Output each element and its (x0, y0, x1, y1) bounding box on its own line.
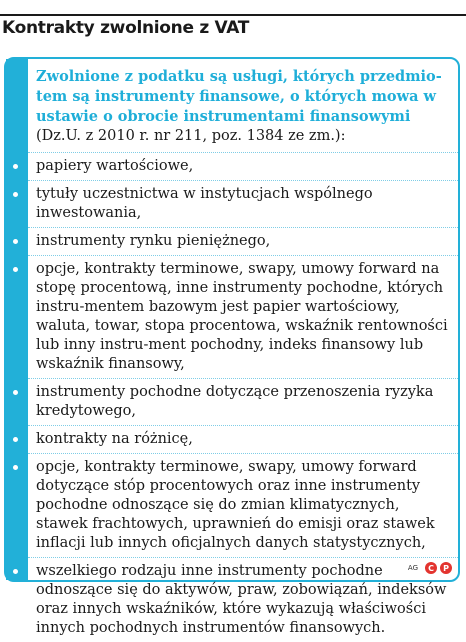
credit (408, 562, 452, 574)
list-item (28, 378, 458, 425)
list-item-text: papiery wartościowe, (36, 158, 194, 174)
bullet-icon (13, 569, 18, 574)
box-content (28, 59, 458, 636)
list-item-text: instrumenty rynku pieniężnego, (36, 233, 271, 249)
intro-highlight: Zwolnione z podatku są usługi, których przedmio-tem są instrumenty finansowe, o których mowa w ustawie o obrocie instrumentami finansowymi (36, 68, 442, 125)
list-item (28, 152, 458, 180)
list-item (28, 557, 458, 642)
list-item (28, 227, 458, 255)
accent-stripe (6, 59, 28, 580)
items-list (28, 152, 458, 642)
list-item (28, 255, 458, 378)
bullet-icon (13, 192, 18, 197)
list-item-text: tytuły uczestnictwa w instytucjach wspólnego inwestowania, (36, 186, 373, 221)
list-item (28, 425, 458, 453)
page-title: Kontrakty zwolnione z VAT (2, 18, 250, 38)
list-item-text: instrumenty pochodne dotyczące przenoszenia ryzyka kredytowego, (36, 384, 434, 419)
intro-reference: (Dz.U. z 2010 r. nr 211, poz. 1384 ze zm.): (36, 128, 346, 144)
bullet-icon (13, 390, 18, 395)
top-rule (0, 14, 466, 16)
list-item (28, 453, 458, 557)
bullet-icon (13, 164, 18, 169)
list-item (28, 180, 458, 227)
intro-paragraph (28, 59, 458, 152)
list-item-text: opcje, kontrakty terminowe, swapy, umowy forward dotyczące stóp procentowych oraz inne instrumenty pochodne odnoszące się do zmian klimatycznych, stawek frachtowych, uprawnień do emisji oraz stawek inflacji lub innych oficjalnych danych statystycznych, (36, 459, 435, 551)
copyright-icon: C (425, 562, 437, 574)
info-box (4, 57, 460, 636)
list-item-text: wszelkiego rodzaju inne instrumenty pochodne odnoszące się do aktywów, praw, zobowiązań, indeksów oraz innych wskaźników, które wykazują właściwości innych pochodnych instrumentów finansowych. (36, 563, 447, 636)
list-item-text: opcje, kontrakty terminowe, swapy, umowy forward na stopę procentową, inne instrumenty pochodne, których instru-mentem bazowym jest papier wartościowy, waluta, towar, stopa procentowa, wskaźnik rentowności lub inny instru-ment pochodny, indeks finansowy lub wskaźnik finansowy, (36, 261, 448, 372)
list-item-text: kontrakty na różnicę, (36, 431, 193, 447)
bullet-icon (13, 437, 18, 442)
publisher-logo-icon: P (440, 562, 452, 574)
bullet-icon (13, 465, 18, 470)
author-initials: AG (407, 564, 418, 572)
bullet-icon (13, 239, 18, 244)
bullet-icon (13, 267, 18, 272)
